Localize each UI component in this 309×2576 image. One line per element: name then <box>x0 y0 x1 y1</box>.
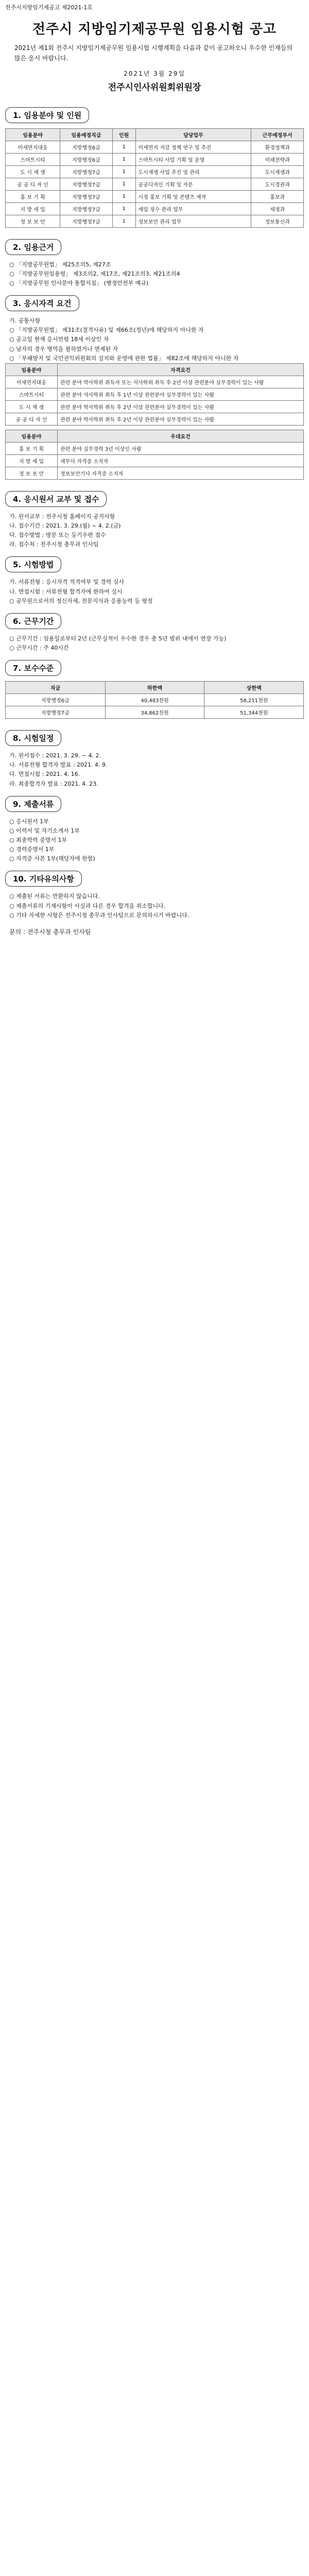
table-cell: 정보통신과 <box>251 215 304 227</box>
section-4-heading: 4. 응시원서 교부 및 접수 <box>5 491 107 507</box>
section-9-body: ○ 응시원서 1부 ○ 이력서 및 자기소개서 1부 ○ 최종학력 증명서 1부 ○ 경력증명서 1부 ○ 자격증 사본 1부(해당자에 한함) <box>9 818 95 862</box>
table-header-cell: 자격요건 <box>58 363 304 376</box>
qualification-table <box>5 363 304 426</box>
table-cell: 지방행정7급 <box>60 165 113 178</box>
table-cell: 홍 보 기 획 <box>6 442 58 454</box>
table-cell: 지방행정7급 <box>60 178 113 190</box>
table-header-cell: 근무예정부서 <box>251 128 304 141</box>
table-cell: 관련 분야 실무경력 3년 이상인 사람 <box>58 442 304 454</box>
table-cell: 공 공 디 자 인 <box>6 178 60 190</box>
table-cell: 공 공 디 자 인 <box>6 413 58 425</box>
table-cell: 정보보안기사 자격증 소지자 <box>58 467 304 479</box>
table-row <box>6 454 304 467</box>
table-header-row <box>6 128 304 141</box>
table-cell: 도시경관과 <box>251 178 304 190</box>
section-7-heading: 7. 보수수준 <box>5 660 61 676</box>
table-row <box>6 388 304 400</box>
table-cell: 지방행정6급 <box>60 153 113 165</box>
table-cell: 미래전략과 <box>251 153 304 165</box>
table-header-cell: 담당업무 <box>135 128 251 141</box>
section-3-body: 가. 공통사항 ○ 「지방공무원법」 제31조(결격사유) 및 제66조(정년)에 해당하지 아니한 자 ○ 공고일 현재 응시연령 18세 이상인 자 ○ 남자의 경우 병역을 필하였거나 면제된 자 ○ 「부패방지 및 국민권익위원회의 설치와 운영에 관한 법률」 제82조에 해당하지 아니한 자 <box>9 317 239 362</box>
section-3-heading: 3. 응시자격 요건 <box>5 295 79 311</box>
table-header-cell: 하한액 <box>105 682 204 694</box>
table-cell: 관련 분야 학사학위 취득 후 2년 이상 관련분야 실무경력이 있는 사람 <box>58 413 304 425</box>
table-cell: 34,862천원 <box>105 706 204 719</box>
section-6-body: ○ 근무기간 : 임용일로부터 2년 (근무실적이 우수한 경우 총 5년 범위 내에서 연장 가능) ○ 근무시간 : 주 40시간 <box>9 635 227 652</box>
table-cell: 도 시 재 생 <box>6 400 58 413</box>
table-cell: 스마트시티 <box>6 153 60 165</box>
table-cell: 지방행정7급 <box>60 215 113 227</box>
table-cell: 세무사 자격증 소지자 <box>58 454 304 467</box>
table-row <box>6 141 304 153</box>
table-cell: 1 <box>112 153 135 165</box>
table-header-cell: 우대요건 <box>58 430 304 442</box>
table-cell: 40,483천원 <box>105 694 204 706</box>
section-8-heading: 8. 시험일정 <box>5 730 61 746</box>
table-cell: 지방행정7급 <box>60 202 113 215</box>
section-2-heading: 2. 임용근거 <box>5 239 61 255</box>
table-cell: 미세먼지 저감 정책 연구 및 추진 <box>135 141 251 153</box>
table-cell: 지방행정6급 <box>6 694 106 706</box>
table-row <box>6 467 304 479</box>
preference-table <box>5 430 304 480</box>
table-cell: 정 보 보 안 <box>6 215 60 227</box>
section-5-heading: 5. 시험방법 <box>5 556 61 572</box>
table-row <box>6 178 304 190</box>
section-1-heading: 1. 임용분야 및 인원 <box>5 107 89 123</box>
table-cell: 공공디자인 기획 및 자문 <box>135 178 251 190</box>
table-cell: 지 방 세 입 <box>6 202 60 215</box>
salary-table <box>5 681 304 719</box>
table-row <box>6 202 304 215</box>
table-header-cell: 직급 <box>6 682 106 694</box>
table-header-cell: 인원 <box>112 128 135 141</box>
committee-name: 전주시인사위원회위원장 <box>108 82 201 93</box>
positions-table <box>5 128 304 228</box>
notice-date: 2021년 3월 29일 <box>124 70 185 77</box>
table-cell: 도 시 재 생 <box>6 165 60 178</box>
table-row <box>6 376 304 388</box>
table-cell: 도시재생과 <box>251 165 304 178</box>
table-cell: 1 <box>112 141 135 153</box>
table-cell: 관련 분야 석사학위 취득 후 1년 이상 관련분야 실무경력이 있는 사람 <box>58 388 304 400</box>
table-cell: 도시재생 사업 추진 및 관리 <box>135 165 251 178</box>
table-cell: 스마트시티 <box>6 388 58 400</box>
table-row <box>6 153 304 165</box>
table-cell: 1 <box>112 190 135 202</box>
table-cell: 51,344천원 <box>204 706 304 719</box>
table-cell: 정보보안 관리 업무 <box>135 215 251 227</box>
section-8-body: 가. 원서접수 : 2021. 3. 29. ~ 4. 2. 나. 서류전형 합격자 발표 : 2021. 4. 9. 다. 면접시험 : 2021. 4. 16. 라. 최종합격자 발표 : 2021. 4. 23. <box>9 752 108 787</box>
table-row <box>6 215 304 227</box>
table-cell: 지방행정6급 <box>60 141 113 153</box>
table-row <box>6 706 304 719</box>
table-cell: 지 방 세 입 <box>6 454 58 467</box>
table-row <box>6 442 304 454</box>
table-header-row <box>6 363 304 376</box>
section-6-heading: 6. 근무기간 <box>5 613 61 629</box>
table-cell: 1 <box>112 215 135 227</box>
table-header-row <box>6 430 304 442</box>
notice-number: 전주시지방임기제공고 제2021-1호 <box>5 4 93 11</box>
intro-text: 2021년 제1회 전주시 지방임기제공무원 임용시험 시행계획을 다음과 같이 공고하오니 우수한 인재들의 많은 응시 바랍니다. <box>14 44 293 62</box>
footer-contact: 문의 : 전주시청 총무과 인사팀 <box>9 928 91 936</box>
table-cell: 1 <box>112 178 135 190</box>
table-cell: 관련 분야 학사학위 취득 후 2년 이상 관련분야 실무경력이 있는 사람 <box>58 400 304 413</box>
section-5-body: 가. 서류전형 : 응시자격 적격여부 및 경력 심사 나. 면접시험 : 서류전형 합격자에 한하여 실시 ○ 공무원으로서의 정신자세, 전문지식과 응용능력 등 평정 <box>9 579 153 604</box>
section-2-body: ○ 「지방공무원법」 제25조의5, 제27조 ○ 「지방공무원임용령」 제3조의2, 제17조, 제21조의3, 제21조의4 ○ 「지방공무원 인사분야 통합지침」 (행정안전부 예규) <box>9 261 180 287</box>
page-title: 전주시 지방임기제공무원 임용시험 공고 <box>32 22 277 37</box>
table-cell: 1 <box>112 202 135 215</box>
table-row <box>6 413 304 425</box>
table-row <box>6 694 304 706</box>
table-cell: 58,211천원 <box>204 694 304 706</box>
table-cell: 홍보과 <box>251 190 304 202</box>
title-block <box>0 19 309 38</box>
section-10-heading: 10. 기타유의사항 <box>5 871 82 887</box>
table-cell: 환경정책과 <box>251 141 304 153</box>
table-cell: 세정과 <box>251 202 304 215</box>
section-4-body: 가. 원서교부 : 전주시청 홈페이지 공지사항 나. 접수기간 : 2021. 3. 29.(월) ~ 4. 2.(금) 다. 접수방법 : 방문 또는 등기우편 접수 라. 접수처 : 전주시청 총무과 인사팀 <box>9 513 121 548</box>
table-cell: 미세먼지대응 <box>6 141 60 153</box>
section-10-body: ○ 제출된 서류는 반환하지 않습니다. ○ 제출서류의 기재사항이 사실과 다른 경우 합격을 취소합니다. ○ 기타 자세한 사항은 전주시청 총무과 인사팀으로 문의하시기 바랍니다. <box>9 893 190 919</box>
section-9-heading: 9. 제출서류 <box>5 796 61 812</box>
table-header-cell: 임용분야 <box>6 363 58 376</box>
table-header-cell: 상한액 <box>204 682 304 694</box>
table-row <box>6 190 304 202</box>
table-cell: 지방행정7급 <box>60 190 113 202</box>
table-header-cell: 임용분야 <box>6 128 60 141</box>
table-cell: 세입 징수 관리 업무 <box>135 202 251 215</box>
table-header-cell: 임용분야 <box>6 430 58 442</box>
table-cell: 관련 분야 박사학위 취득자 또는 석사학위 취득 후 2년 이상 관련분야 실무경력이 있는 사람 <box>58 376 304 388</box>
table-cell: 정 보 보 안 <box>6 467 58 479</box>
table-cell: 스마트시티 사업 기획 및 운영 <box>135 153 251 165</box>
table-header-cell: 임용예정직급 <box>60 128 113 141</box>
table-header-row <box>6 682 304 694</box>
table-cell: 지방행정7급 <box>6 706 106 719</box>
table-cell: 미세먼지대응 <box>6 376 58 388</box>
table-cell: 홍 보 기 획 <box>6 190 60 202</box>
table-cell: 1 <box>112 165 135 178</box>
table-row <box>6 400 304 413</box>
table-row <box>6 165 304 178</box>
table-cell: 시정 홍보 기획 및 콘텐츠 제작 <box>135 190 251 202</box>
